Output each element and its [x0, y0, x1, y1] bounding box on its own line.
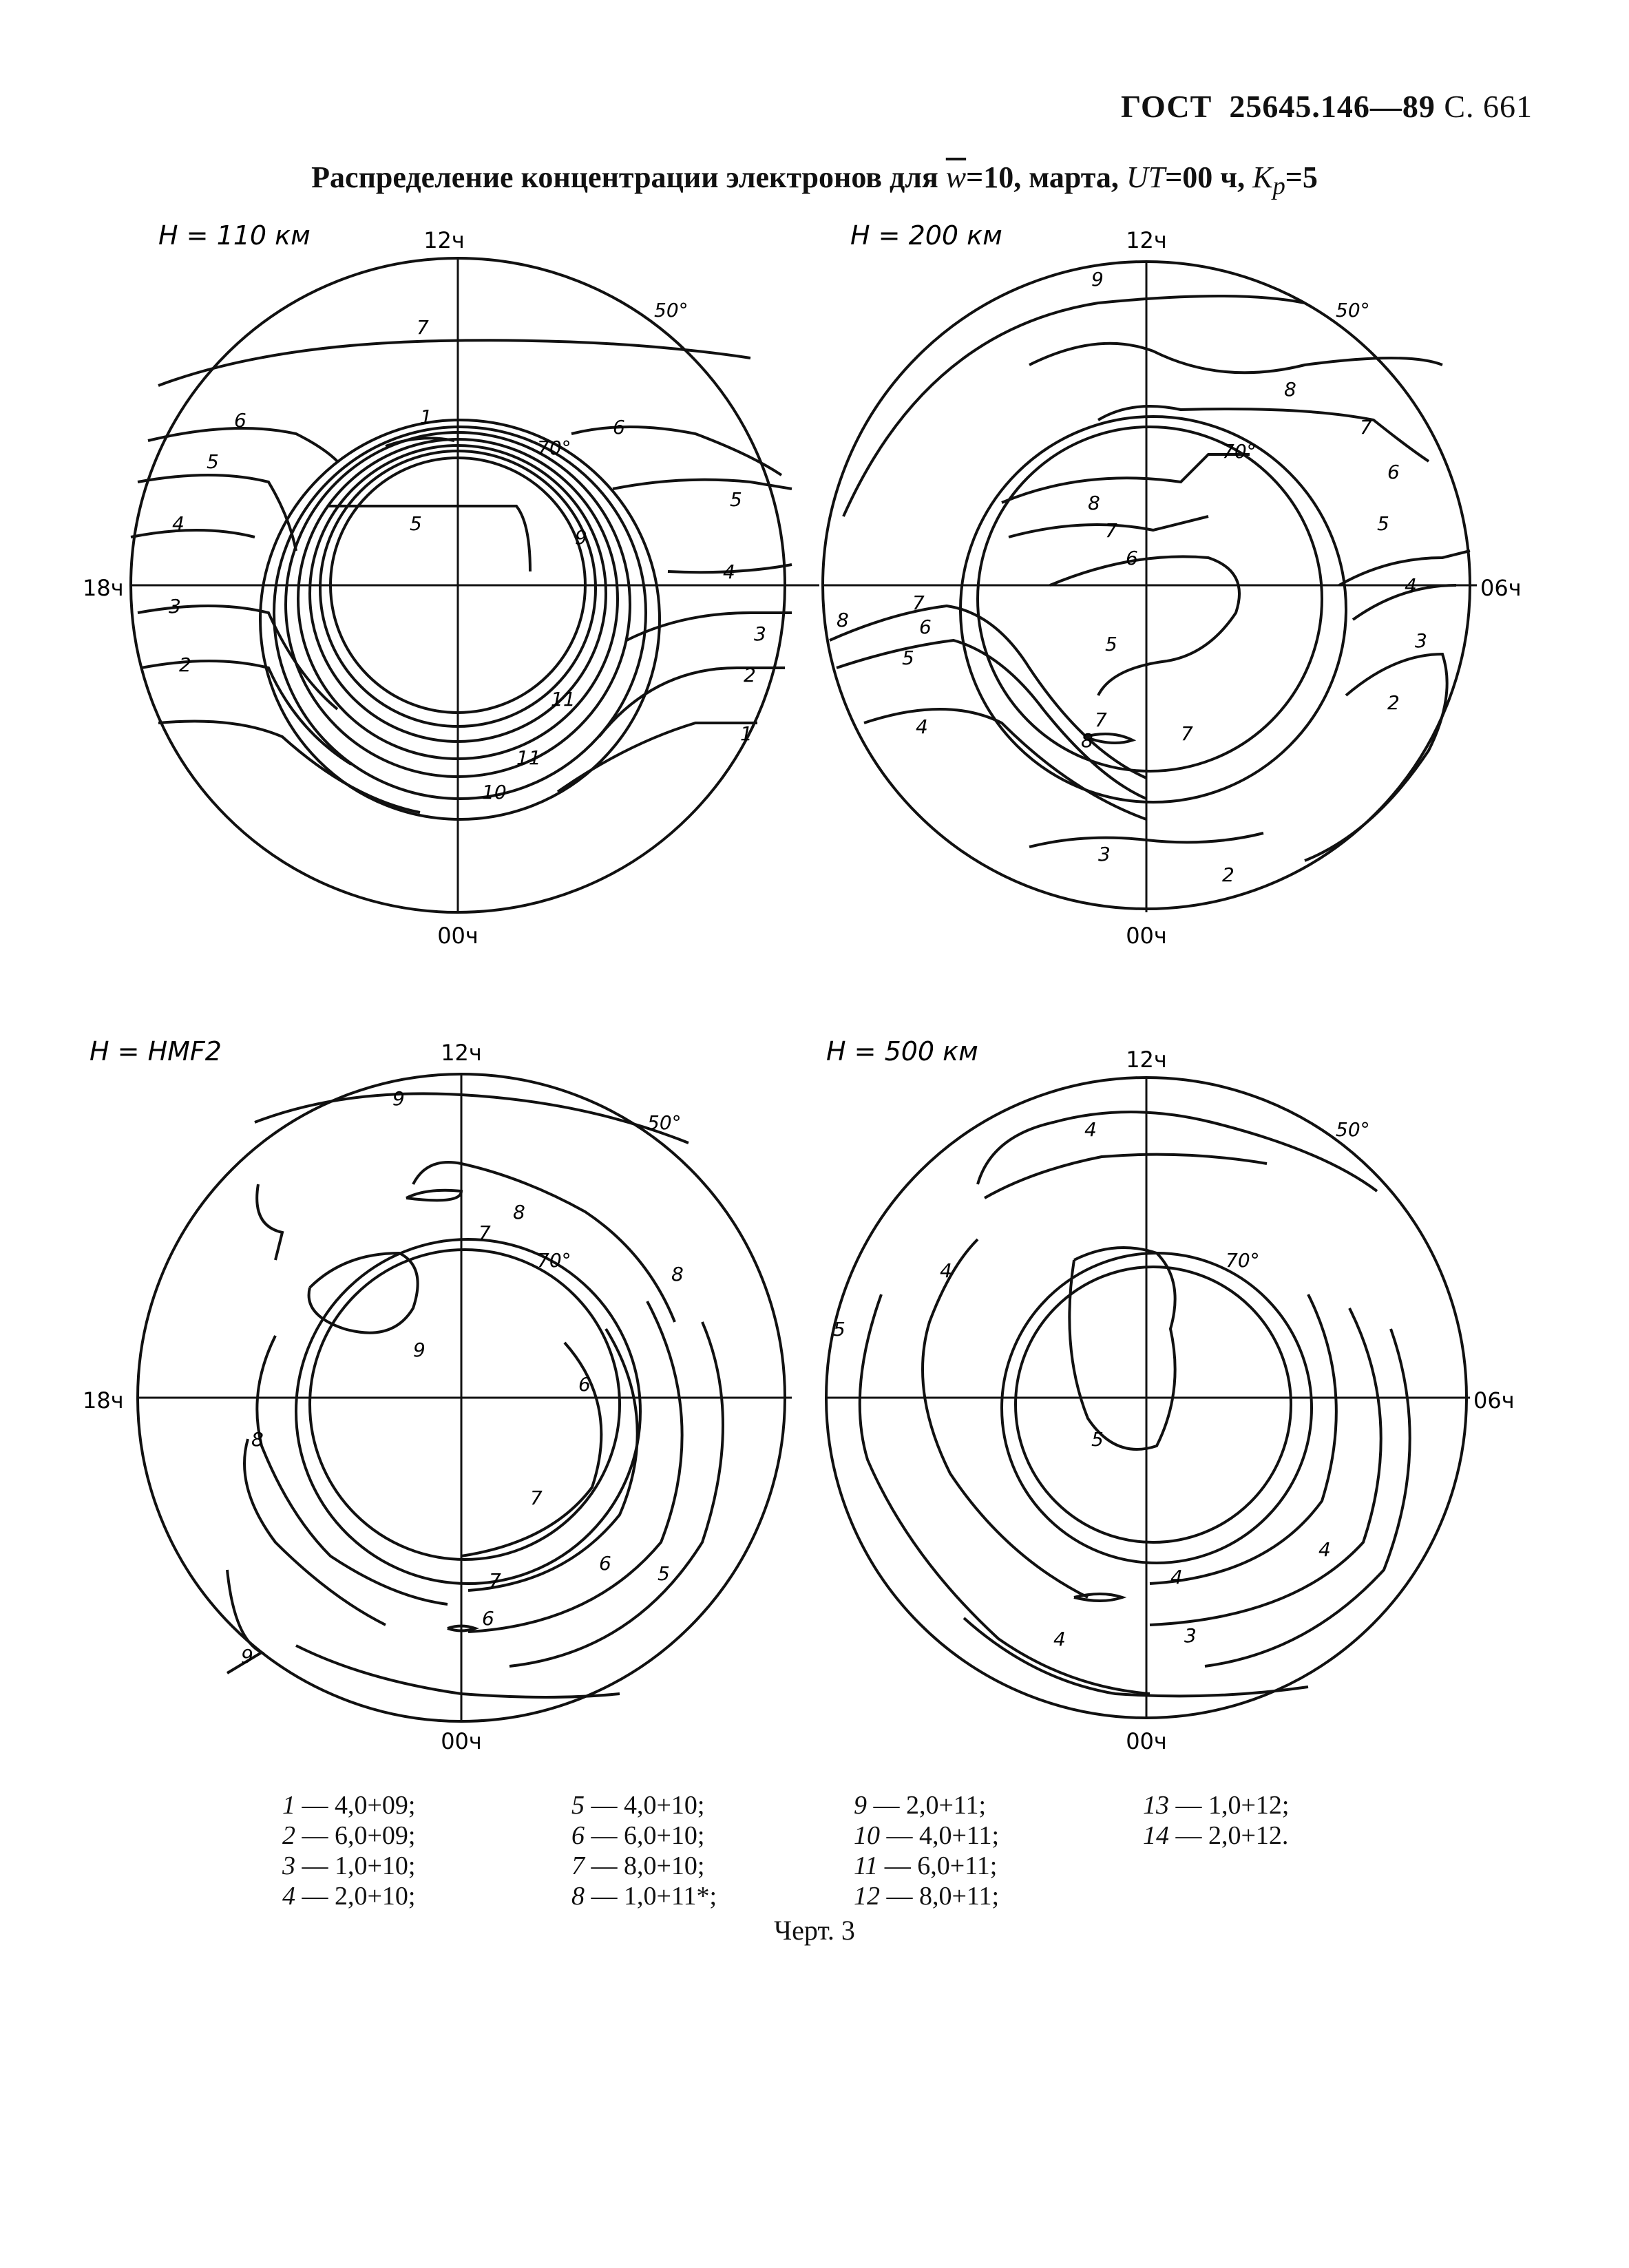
polar-plot-200km	[823, 220, 1522, 957]
isoline-label: 7	[1360, 416, 1372, 439]
isoline-label: 1	[420, 406, 432, 428]
height-label: H = 500 км	[826, 1036, 978, 1067]
latitude-70-label: 70°	[1222, 440, 1257, 463]
isoline-label: 8	[837, 609, 849, 631]
legend-value: — 4,0+10;	[591, 1791, 705, 1820]
legend-value: — 6,0+10;	[591, 1821, 705, 1850]
height-label: H = HMF2	[90, 1036, 222, 1067]
standard-label: ГОСТ	[1120, 89, 1212, 124]
polar-plot-500km-svg	[826, 1033, 1515, 1763]
contour-line	[327, 506, 530, 571]
isoline-label: 5	[658, 1562, 670, 1585]
contour-line	[1305, 654, 1447, 861]
legend-item	[854, 1881, 999, 1911]
isoline-label: 8	[1081, 729, 1093, 752]
isoline-label: 5	[1091, 1428, 1104, 1451]
page-number: С. 661	[1444, 89, 1533, 124]
isoline-label: 8	[671, 1263, 684, 1285]
isoline-label: 5	[1105, 633, 1117, 655]
isoline-label: 5	[1377, 512, 1389, 535]
contour-line	[964, 1618, 1308, 1696]
isoline-label: 8	[513, 1201, 525, 1224]
legend-index: 12	[854, 1882, 880, 1911]
isoline-label: 5	[410, 512, 422, 535]
isoline-label: 3	[1098, 843, 1111, 865]
legend-column-4	[1143, 1790, 1290, 1851]
isoline-label: 6	[613, 416, 625, 439]
isoline-label: 9	[392, 1087, 405, 1110]
isoline-label: 4	[940, 1259, 952, 1282]
standard-number: 25645.146—89	[1229, 89, 1436, 124]
legend-value: — 8,0+11;	[886, 1882, 1000, 1911]
contour-line	[413, 1162, 675, 1322]
clock-label-right: 06ч	[1480, 575, 1522, 601]
figure-caption: Черт. 3	[774, 1915, 855, 1946]
legend-index: 2	[282, 1821, 295, 1850]
isoline-label: 4	[1084, 1118, 1097, 1141]
legend-value: — 1,0+11*;	[591, 1882, 717, 1911]
contour-line	[1098, 406, 1429, 461]
isoline-label: 2	[744, 664, 756, 686]
isoline-label: 4	[1170, 1566, 1183, 1588]
clock-label-top: 12ч	[423, 227, 465, 253]
title-kp-sub: p	[1272, 171, 1285, 200]
isoline-label: 7	[479, 1221, 491, 1244]
clock-label-top: 12ч	[1126, 1047, 1167, 1073]
legend-index: 11	[854, 1851, 879, 1880]
title-ut-value: =00 ч,	[1165, 160, 1246, 194]
contour-line	[1002, 454, 1250, 503]
polar-plot-200km-svg	[823, 220, 1522, 957]
contour-line	[1029, 344, 1442, 373]
clock-label-bottom: 00ч	[437, 923, 479, 949]
isoline-label: 4	[916, 715, 928, 738]
legend-item	[1143, 1820, 1290, 1851]
legend-index: 5	[571, 1791, 585, 1820]
isoline-label: 3	[169, 595, 181, 618]
legend-item	[282, 1790, 416, 1820]
latitude-70-label: 70°	[537, 1249, 571, 1272]
contour-line	[1050, 556, 1239, 695]
legend-value: — 6,0+11;	[884, 1851, 998, 1880]
clock-label-left: 18ч	[83, 1387, 124, 1414]
latitude-70-label: 70°	[1226, 1249, 1260, 1272]
clock-label-bottom: 00ч	[1126, 923, 1167, 949]
isoline-label: 6	[482, 1607, 494, 1630]
legend-index: 1	[282, 1791, 295, 1820]
isoline-label: 7	[912, 591, 925, 614]
legend-value: — 1,0+10;	[302, 1851, 416, 1880]
isoline-label: 7	[489, 1569, 501, 1592]
contour-line	[131, 530, 792, 572]
latitude-50-label: 50°	[647, 1111, 682, 1134]
isoline-label: 5	[207, 450, 219, 473]
contour-line	[1069, 1248, 1175, 1449]
height-label: H = 110 км	[158, 220, 311, 251]
isoline-label: 2	[1387, 691, 1400, 714]
legend-column-1	[282, 1790, 416, 1911]
contour-line	[257, 1184, 282, 1260]
clock-label-bottom: 00ч	[1126, 1728, 1167, 1754]
isoline-label: 4	[1318, 1538, 1331, 1561]
isoline-label: 8	[1088, 492, 1100, 514]
contour-ring	[274, 427, 646, 799]
polar-plot-110km	[83, 220, 819, 957]
contour-line	[978, 1112, 1377, 1191]
legend-item	[854, 1851, 999, 1881]
contour-line	[985, 1155, 1267, 1198]
polar-plot-hmf2-svg	[83, 1033, 826, 1763]
legend-value: — 2,0+10;	[302, 1882, 416, 1911]
contour-ring	[296, 1239, 640, 1584]
contour-line	[1074, 1594, 1122, 1601]
isoline-label: 5	[730, 488, 742, 511]
contour-ring	[1002, 1253, 1312, 1563]
title-kp-symbol: K	[1252, 160, 1273, 194]
legend-item	[282, 1851, 416, 1881]
legend-item	[571, 1881, 717, 1911]
title-w-value: =10, марта,	[966, 160, 1119, 194]
latitude-70-label: 70°	[537, 437, 571, 459]
contour-line	[138, 475, 792, 551]
isoline-label: 11	[516, 746, 541, 769]
polar-plot-hmf2	[83, 1033, 826, 1763]
isoline-label: 5	[833, 1318, 845, 1341]
legend-index: 9	[854, 1791, 867, 1820]
legend-index: 13	[1143, 1791, 1169, 1820]
isoline-label: 9	[413, 1338, 425, 1361]
document-header	[1121, 88, 1533, 125]
isoline-label: 3	[1415, 629, 1427, 652]
isoline-label: 6	[578, 1373, 591, 1396]
contour-line	[1150, 1308, 1381, 1625]
polar-plot-110km-svg	[83, 220, 819, 957]
legend-value: — 6,0+09;	[302, 1821, 416, 1850]
contour-ring	[960, 417, 1346, 802]
title-w-symbol: $\overline{w}$	[945, 160, 967, 194]
isoline-label: 6	[234, 409, 246, 432]
legend-value: — 4,0+09;	[302, 1791, 416, 1820]
legend-value: — 2,0+11;	[873, 1791, 987, 1820]
legend-column-3	[854, 1790, 999, 1911]
latitude-50-label: 50°	[654, 299, 689, 322]
contour-line	[309, 1253, 418, 1333]
legend-value: — 1,0+12;	[1175, 1791, 1290, 1820]
contour-line	[158, 340, 750, 386]
isoline-label: 5	[902, 647, 914, 669]
legend-item	[571, 1851, 717, 1881]
contour-line	[406, 1190, 461, 1201]
isoline-label: 2	[1222, 863, 1234, 886]
isoline-label: 8	[251, 1428, 264, 1451]
legend-item	[854, 1820, 999, 1851]
legend-index: 10	[854, 1821, 880, 1850]
isoline-label: 3	[754, 622, 766, 645]
legend-value: — 4,0+11;	[886, 1821, 1000, 1850]
legend-value: — 8,0+10;	[591, 1851, 705, 1880]
isoline-label: 6	[1126, 547, 1138, 569]
clock-label-top: 12ч	[441, 1040, 482, 1066]
latitude-50-label: 50°	[1336, 1118, 1370, 1141]
legend-item	[571, 1820, 717, 1851]
legend-item	[282, 1881, 416, 1911]
legend-index: 14	[1143, 1821, 1169, 1850]
isoline-label: 7	[530, 1487, 543, 1509]
legend-index: 4	[282, 1882, 295, 1911]
isoline-label: 6	[1387, 461, 1400, 483]
figure-title	[0, 160, 1629, 200]
contour-line	[860, 1294, 1150, 1694]
isoline-label: 9	[241, 1645, 253, 1668]
isoline-label: 10	[482, 781, 507, 804]
title-kp-value: =5	[1285, 160, 1318, 194]
isoline-label: 7	[1095, 708, 1107, 731]
legend-item	[282, 1820, 416, 1851]
isoline-label: 4	[1405, 574, 1417, 597]
isoline-label: 8	[1284, 378, 1296, 401]
clock-label-left: 18ч	[83, 575, 124, 601]
legend-index: 3	[282, 1851, 295, 1880]
title-ut-symbol: UT	[1126, 160, 1166, 194]
legend-index: 8	[571, 1882, 585, 1911]
isoline-label: 9	[1091, 268, 1104, 291]
isoline-label: 6	[919, 616, 932, 638]
legend-index: 6	[571, 1821, 585, 1850]
contour-ring	[1016, 1267, 1291, 1542]
title-prefix: Распределение концентрации электронов для	[311, 160, 938, 194]
isoline-label: 7	[1181, 722, 1193, 745]
legend-item	[854, 1790, 999, 1820]
contour-line	[257, 1336, 448, 1604]
latitude-50-label: 50°	[1336, 299, 1370, 322]
contour-line	[244, 1439, 386, 1625]
isoline-label: 3	[1184, 1624, 1197, 1647]
contour-line	[923, 1239, 1088, 1597]
legend-item	[1143, 1790, 1290, 1820]
isoline-labels	[833, 1118, 1331, 1650]
isoline-label: 4	[1053, 1628, 1066, 1650]
isoline-label: 7	[1105, 519, 1117, 542]
legend-index: 7	[571, 1851, 585, 1880]
isoline-label: 1	[740, 722, 753, 745]
polar-plot-500km	[826, 1033, 1515, 1763]
isoline-label: 2	[179, 653, 191, 676]
isoline-label: 4	[723, 560, 735, 583]
isoline-label: 7	[417, 316, 429, 339]
isoline-label: 6	[599, 1552, 611, 1575]
height-label: H = 200 км	[850, 220, 1002, 251]
legend-column-2	[571, 1790, 717, 1911]
clock-label-top: 12ч	[1126, 227, 1167, 253]
contour-line	[138, 606, 792, 709]
isoline-label: 4	[172, 512, 185, 535]
isoline-label: 9	[575, 526, 587, 549]
isoline-label: 11	[551, 688, 576, 711]
legend-item	[571, 1790, 717, 1820]
clock-label-bottom: 00ч	[441, 1728, 482, 1754]
legend-value: — 2,0+12.	[1175, 1821, 1289, 1850]
contour-line	[468, 1329, 638, 1590]
contour-ring	[310, 1250, 620, 1560]
clock-label-right: 06ч	[1473, 1387, 1515, 1414]
